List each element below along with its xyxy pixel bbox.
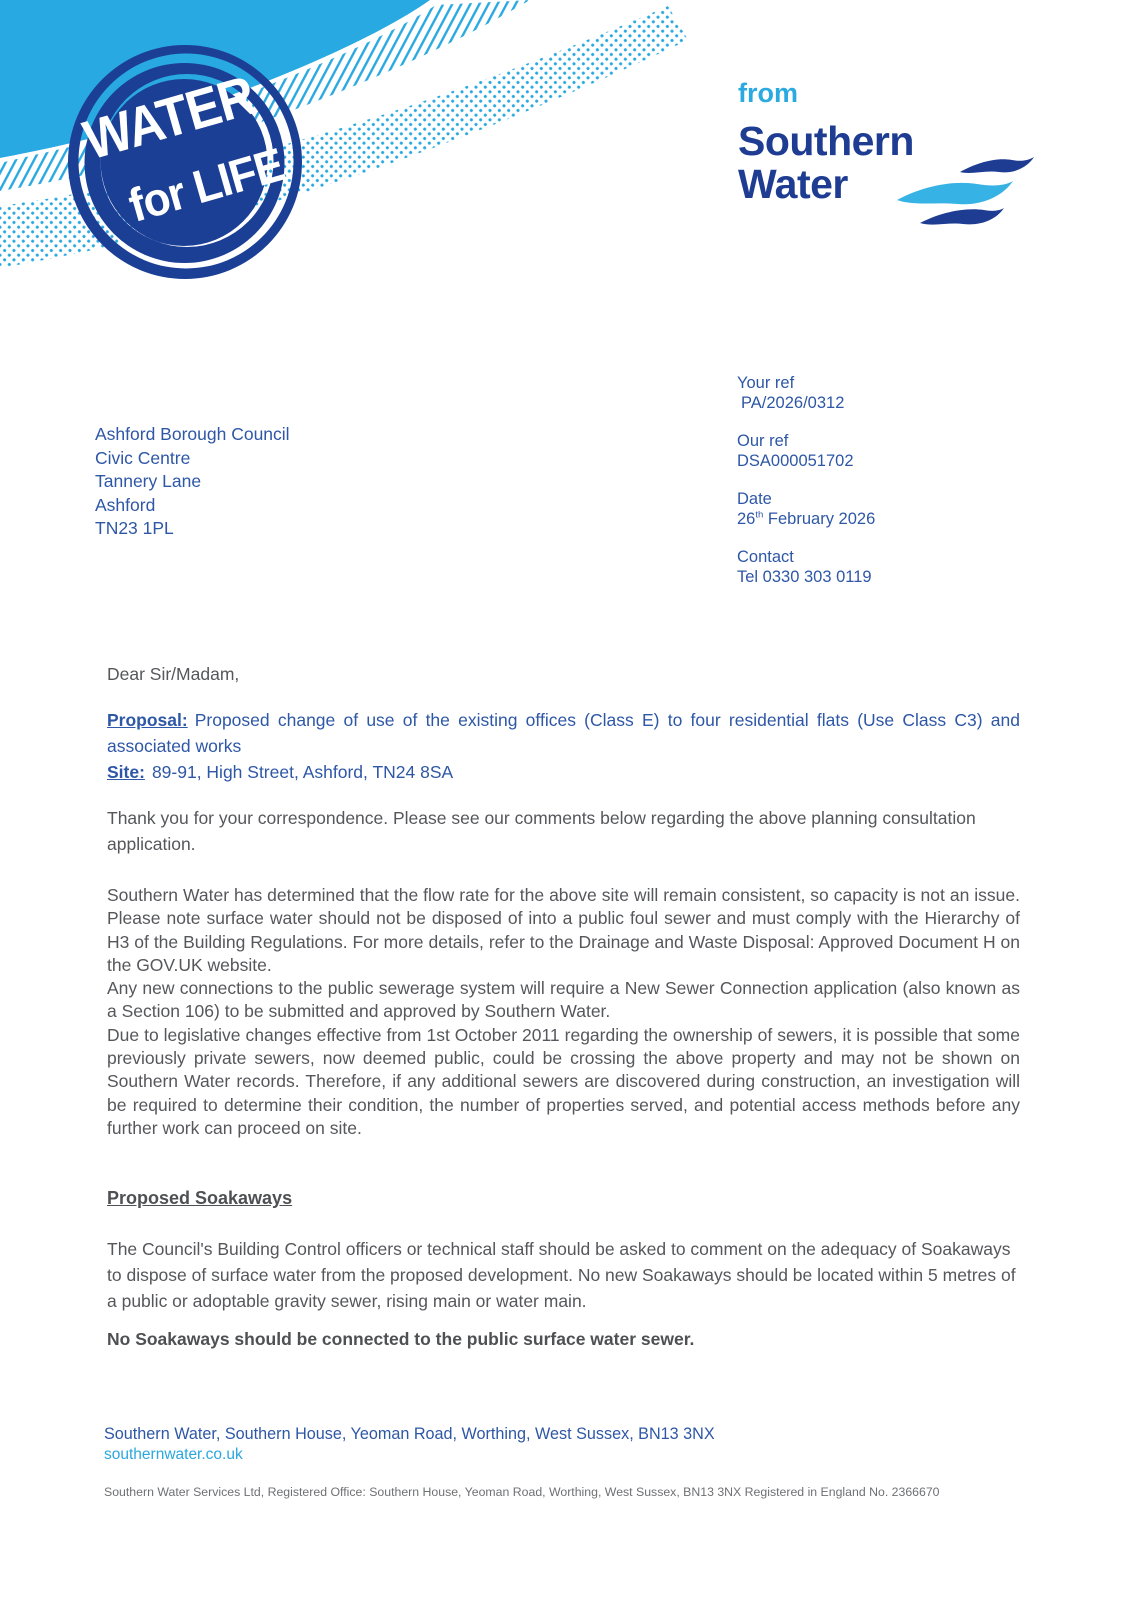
logo-brand-line2: Water — [738, 161, 848, 208]
brand-wave-icon — [897, 157, 1034, 225]
site-line — [107, 759, 1020, 785]
your-ref-group — [737, 373, 875, 413]
contact-value: Tel 0330 303 0119 — [737, 568, 872, 586]
your-ref-value: PA/2026/0312 — [741, 394, 845, 412]
our-ref-group — [737, 431, 875, 471]
para-soakaways: The Council's Building Control officers or technical staff should be asked to comment on the adequacy of Soakaways to dispose of surface water from the proposed development. No new Soakaways should be located within 5 metres of a public or adoptable gravity sewer, rising main or water main. — [107, 1239, 1016, 1311]
logo-brand-line1: Southern — [738, 118, 914, 164]
our-ref-value: DSA000051702 — [737, 452, 854, 470]
date-value: 26th February 2026 — [737, 509, 876, 528]
badge-text-line1: WATER — [77, 70, 239, 172]
badge-text-line2: for LIFE — [123, 144, 272, 233]
salutation: Dear Sir/Madam, — [107, 664, 240, 684]
proposal-label: Proposal: — [107, 710, 188, 730]
recipient-address — [95, 423, 290, 541]
our-ref-label: Our ref — [737, 432, 789, 450]
footer-address: Southern Water, Southern House, Yeoman Road, Worthing, West Sussex, BN13 3NX — [104, 1425, 715, 1443]
footer-legal: Southern Water Services Ltd, Registered Office: Southern House, Yeoman Road, Worthing, West Sussex, BN13 3NX Registered in England No. 2366670 — [104, 1485, 940, 1499]
site-label: Site: — [107, 762, 145, 782]
date-label: Date — [737, 490, 772, 508]
para-new-connections: Any new connections to the public sewerage system will require a New Sewer Connection application (also known as a Section 106) to be submitted and approved by Southern Water. — [107, 978, 1020, 1022]
contact-label: Contact — [737, 548, 794, 566]
your-ref-label: Your ref — [737, 374, 795, 392]
site-text: 89-91, High Street, Ashford, TN24 8SA — [151, 762, 454, 782]
proposal-text: Proposed change of use of the existing offices (Class E) to four residential flats (Use Class C3) and associated works — [107, 710, 1020, 756]
para-flow-rate: Southern Water has determined that the flow rate for the above site will remain consistent, so capacity is not an issue. Please note surface water should not be disposed of into a public foul sewer and must comply with the Hierarchy of H3 of the Building Regulations. For more details, refer to the Drainage and Waste Disposal: Approved Document H on the GOV.UK website. — [107, 885, 1020, 975]
contact-group — [737, 547, 875, 587]
date-group — [737, 489, 875, 529]
reference-block — [737, 373, 875, 605]
recipient-line: TN23 1PL — [95, 518, 174, 538]
southern-water-logo — [738, 80, 914, 207]
soakaways-heading: Proposed Soakaways — [107, 1188, 293, 1208]
date-ordinal: th — [755, 509, 764, 521]
recipient-line: Tannery Lane — [95, 471, 202, 491]
recipient-line: Civic Centre — [95, 447, 191, 468]
proposal-line — [107, 707, 1020, 759]
recipient-line: Ashford Borough Council — [95, 424, 290, 444]
logo-from-label: from — [738, 78, 798, 108]
recipient-line: Ashford — [95, 494, 156, 515]
para-thanks: Thank you for your correspondence. Please see our comments below regarding the above planning consultation application. — [107, 808, 976, 854]
para-legislative-changes: Due to legislative changes effective from 1st October 2011 regarding the ownership of sewers, it is possible that some previously private sewers, now deemed public, could be crossing the above property and may not be shown on Southern Water records. Therefore, if any additional sewers are discovered during construction, an investigation will be required to determine their condition, the number of properties served, and potential access methods before any further work can proceed on site. — [107, 1024, 1020, 1138]
letterhead-artwork — [0, 0, 1132, 300]
footer-website-link[interactable]: southernwater.co.uk — [104, 1446, 243, 1463]
letter-footer — [104, 1424, 1054, 1500]
no-soakaways-note: No Soakaways should be connected to the public surface water sewer. — [107, 1329, 695, 1349]
